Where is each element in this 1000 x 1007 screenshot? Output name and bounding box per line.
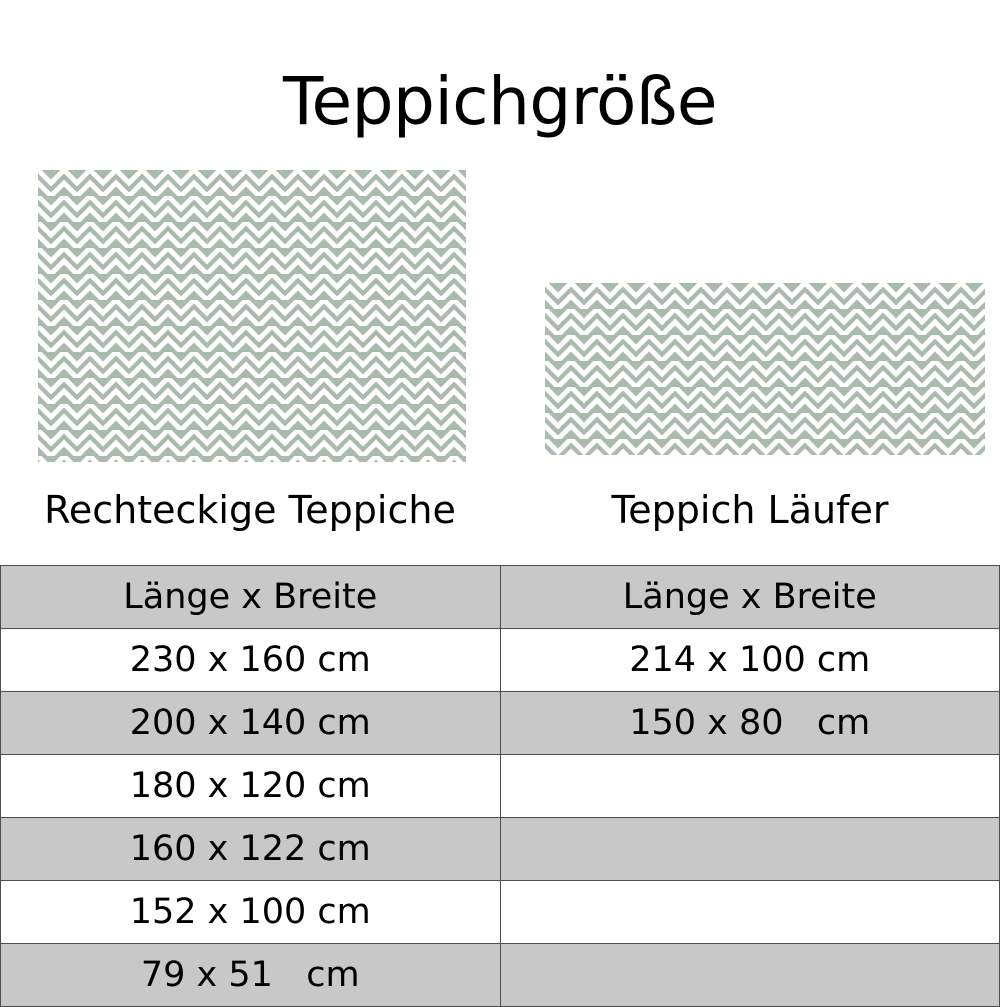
cell-rect-size: 79 x 51 cm (1, 944, 501, 1007)
page-title: Teppichgröße (282, 63, 718, 141)
cell-rect-size: 200 x 140 cm (1, 692, 501, 755)
caption-teppich-laeufer: Teppich Läufer (611, 488, 889, 532)
cell-runner-size: 214 x 100 cm (500, 629, 1000, 692)
table-row (1, 692, 1000, 755)
table-row (1, 818, 1000, 881)
teppich-laeufer-swatch (545, 283, 985, 455)
caption-rechteckige-teppiche: Rechteckige Teppiche (44, 488, 456, 532)
table-row (1, 881, 1000, 944)
rechteckige-teppiche-swatch (38, 170, 466, 462)
chevron-pattern-icon (545, 283, 985, 455)
cell-runner-size: 150 x 80 cm (500, 692, 1000, 755)
table-row (1, 629, 1000, 692)
table-row (1, 944, 1000, 1007)
table-header-row (1, 566, 1000, 629)
cell-runner-empty (500, 818, 1000, 881)
cell-rect-size: 160 x 122 cm (1, 818, 501, 881)
cell-runner-empty (500, 944, 1000, 1007)
cell-rect-size: 230 x 160 cm (1, 629, 501, 692)
cell-rect-size: 152 x 100 cm (1, 881, 501, 944)
table-row (1, 755, 1000, 818)
cell-runner-empty (500, 881, 1000, 944)
cell-runner-empty (500, 755, 1000, 818)
size-table (0, 565, 1000, 1007)
chevron-pattern-icon (38, 170, 466, 462)
table-header-rect: Länge x Breite (1, 566, 501, 629)
cell-rect-size: 180 x 120 cm (1, 755, 501, 818)
table-header-runner: Länge x Breite (500, 566, 1000, 629)
